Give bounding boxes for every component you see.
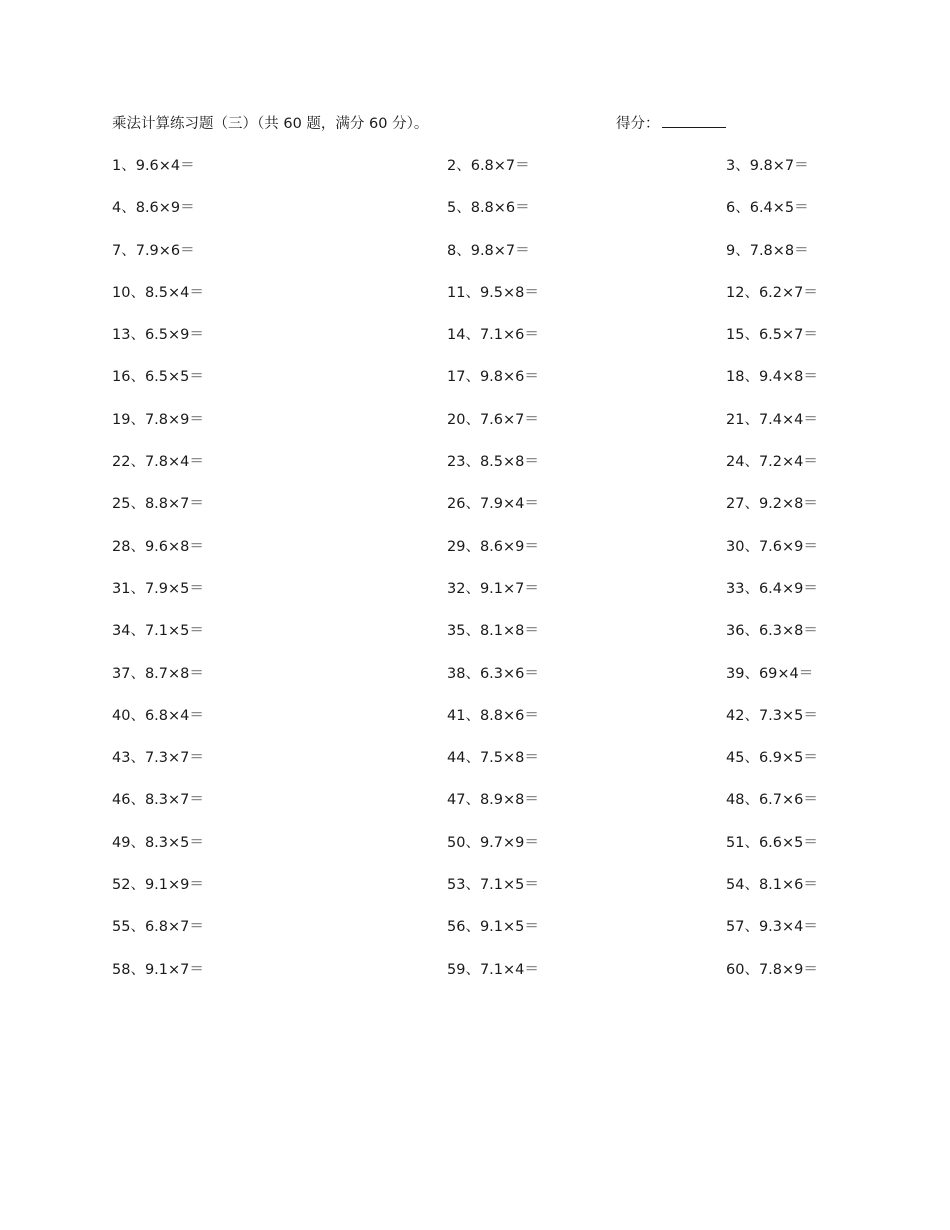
- problem-item: 34、7.1×5＝: [112, 623, 204, 640]
- problem-item: 15、6.5×7＝: [726, 327, 818, 344]
- problem-item: 47、8.9×8＝: [447, 792, 539, 809]
- problem-row: [112, 577, 832, 619]
- problem-item: 30、7.6×9＝: [726, 538, 818, 555]
- problem-item: 38、6.3×6＝: [447, 665, 539, 682]
- problem-item: 13、6.5×9＝: [112, 327, 204, 344]
- problem-item: 22、7.8×4＝: [112, 454, 204, 471]
- worksheet-header: [112, 112, 832, 136]
- problem-row: [112, 365, 832, 407]
- problem-item: 18、9.4×8＝: [726, 369, 818, 386]
- problem-item: 53、7.1×5＝: [447, 877, 539, 894]
- problem-item: 25、8.8×7＝: [112, 496, 204, 513]
- problem-row: [112, 915, 832, 957]
- worksheet-title: 乘法计算练习题（三）（共 60 题，满分 60 分）。: [112, 116, 429, 132]
- problem-item: 33、6.4×9＝: [726, 580, 818, 597]
- problem-item: 3、9.8×7＝: [726, 158, 809, 174]
- problem-item: 42、7.3×5＝: [726, 707, 818, 724]
- problem-item: 19、7.8×9＝: [112, 411, 204, 428]
- problem-item: 57、9.3×4＝: [726, 919, 818, 936]
- problem-item: 10、8.5×4＝: [112, 284, 204, 301]
- problem-item: 31、7.9×5＝: [112, 580, 204, 597]
- score-label: 得分：: [616, 116, 660, 132]
- score-blank-line: [662, 112, 726, 128]
- problem-item: 58、9.1×7＝: [112, 961, 204, 978]
- problem-item: 23、8.5×8＝: [447, 454, 539, 471]
- problem-item: 4、8.6×9＝: [112, 200, 195, 217]
- problem-item: 59、7.1×4＝: [447, 961, 539, 978]
- problem-item: 41、8.8×6＝: [447, 707, 539, 724]
- problem-item: 8、9.8×7＝: [447, 242, 530, 259]
- problem-row: [112, 619, 832, 661]
- problem-item: 26、7.9×4＝: [447, 496, 539, 513]
- problem-item: 44、7.5×8＝: [447, 750, 539, 767]
- problem-item: 6、6.4×5＝: [726, 200, 809, 217]
- problem-row: [112, 958, 832, 1000]
- problem-row: [112, 873, 832, 915]
- problem-item: 45、6.9×5＝: [726, 750, 818, 767]
- problem-item: 14、7.1×6＝: [447, 327, 539, 344]
- problem-item: 52、9.1×9＝: [112, 877, 204, 894]
- problem-item: 5、8.8×6＝: [447, 200, 530, 217]
- problem-item: 48、6.7×6＝: [726, 792, 818, 809]
- problem-item: 55、6.8×7＝: [112, 919, 204, 936]
- problem-row: [112, 450, 832, 492]
- problem-item: 20、7.6×7＝: [447, 411, 539, 428]
- problem-item: 50、9.7×9＝: [447, 834, 539, 851]
- problem-item: 1、9.6×4＝: [112, 158, 195, 174]
- problem-item: 40、6.8×4＝: [112, 707, 204, 724]
- problem-item: 24、7.2×4＝: [726, 454, 818, 471]
- problem-item: 60、7.8×9＝: [726, 961, 818, 978]
- problem-item: 12、6.2×7＝: [726, 284, 818, 301]
- problem-item: 51、6.6×5＝: [726, 834, 818, 851]
- score-area: [616, 112, 726, 136]
- problem-item: 2、6.8×7＝: [447, 158, 530, 174]
- problem-item: 7、7.9×6＝: [112, 242, 195, 259]
- problem-item: 17、9.8×6＝: [447, 369, 539, 386]
- problem-row: [112, 323, 832, 365]
- problem-item: 35、8.1×8＝: [447, 623, 539, 640]
- problem-row: [112, 281, 832, 323]
- problem-row: [112, 492, 832, 534]
- problem-row: [112, 535, 832, 577]
- problem-item: 16、6.5×5＝: [112, 369, 204, 386]
- problem-item: 36、6.3×8＝: [726, 623, 818, 640]
- problem-item: 9、7.8×8＝: [726, 242, 809, 259]
- problem-row: [112, 408, 832, 450]
- problem-item: 54、8.1×6＝: [726, 877, 818, 894]
- problem-item: 29、8.6×9＝: [447, 538, 539, 555]
- problem-row: [112, 662, 832, 704]
- problem-row: [112, 788, 832, 830]
- problem-item: 11、9.5×8＝: [447, 284, 539, 301]
- problem-item: 32、9.1×7＝: [447, 580, 539, 597]
- problem-item: 21、7.4×4＝: [726, 411, 818, 428]
- problem-item: 39、69×4＝: [726, 665, 814, 682]
- problem-row: [112, 746, 832, 788]
- problem-item: 37、8.7×8＝: [112, 665, 204, 682]
- problem-item: 28、9.6×8＝: [112, 538, 204, 555]
- problem-row: [112, 196, 832, 238]
- problem-row: [112, 154, 832, 196]
- problem-row: [112, 831, 832, 873]
- problem-item: 43、7.3×7＝: [112, 750, 204, 767]
- problem-item: 46、8.3×7＝: [112, 792, 204, 809]
- problem-row: [112, 704, 832, 746]
- problem-item: 27、9.2×8＝: [726, 496, 818, 513]
- problem-row: [112, 239, 832, 281]
- problem-item: 49、8.3×5＝: [112, 834, 204, 851]
- problem-grid: [112, 154, 832, 1000]
- problem-item: 56、9.1×5＝: [447, 919, 539, 936]
